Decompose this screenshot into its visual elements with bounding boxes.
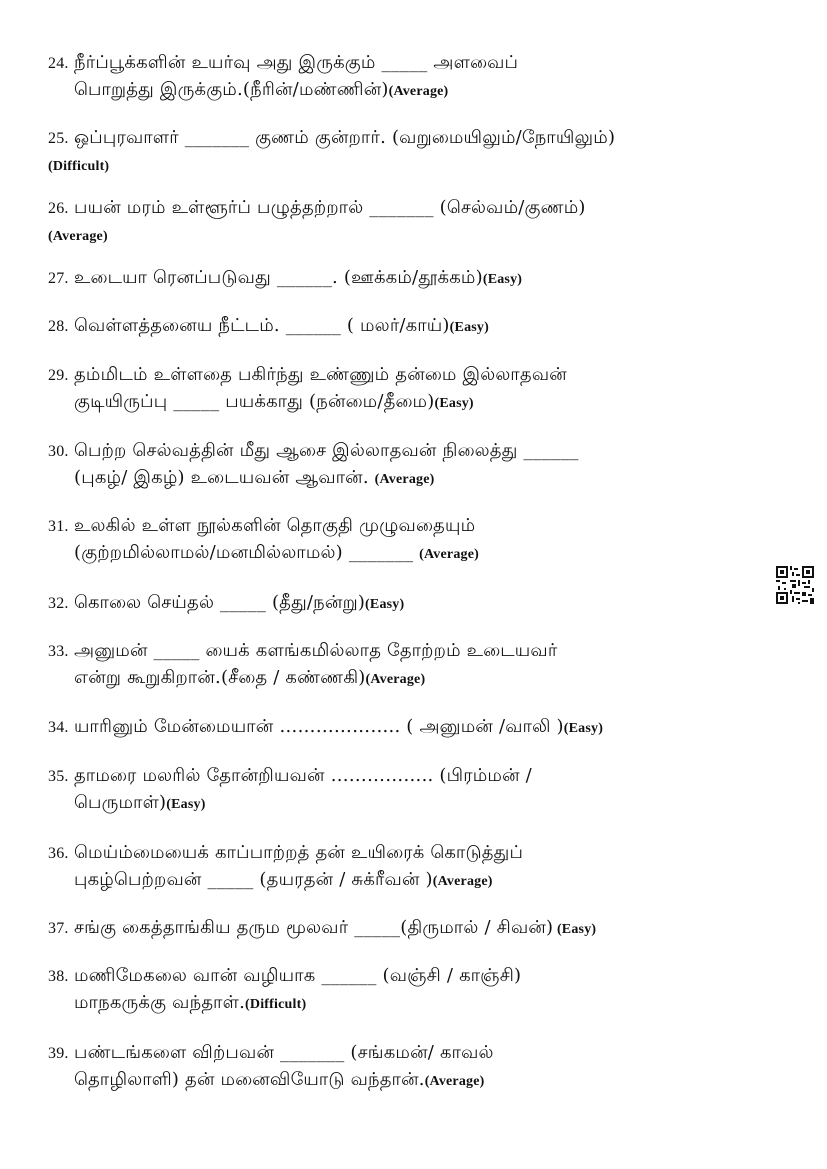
question-text: (குற்றமில்லாமல்/மனமில்லாமல்) _______ (74, 542, 414, 563)
question-text: (புகழ்/ இகழ்) உடையவன் ஆவான். (74, 467, 369, 488)
question-text: பெற்ற செல்வத்தின் மீது ஆசை இல்லாதவன் நிலைத்து ______ (74, 440, 579, 461)
question-25 (48, 125, 788, 180)
difficulty-label: (Average) (374, 472, 435, 487)
question-29 (48, 362, 788, 417)
difficulty-label: (Easy) (166, 797, 206, 812)
difficulty-label: (Easy) (553, 922, 597, 937)
qr-code-icon (776, 566, 814, 604)
question-37 (48, 915, 788, 943)
question-39 (48, 1040, 788, 1095)
question-text: பெருமாள்) (74, 792, 167, 813)
question-38 (48, 963, 788, 1018)
difficulty-label: (Easy) (563, 721, 604, 736)
question-36 (48, 840, 788, 895)
question-number: 26. (48, 200, 69, 217)
question-text: தொழிலாளி) தன் மனைவியோடு வந்தான். (74, 1069, 425, 1090)
question-27 (48, 265, 788, 293)
question-number: 24. (48, 55, 69, 72)
question-text: கொலை செய்தல் _____ (தீது/நன்று) (74, 592, 366, 613)
question-number: 32. (48, 595, 69, 612)
question-number: 37. (48, 920, 69, 937)
question-text: குடியிருப்பு _____ பயக்காது (நன்மை/தீமை) (74, 391, 435, 412)
question-35 (48, 763, 788, 818)
difficulty-label: (Easy) (365, 597, 405, 612)
question-number: 33. (48, 643, 69, 660)
question-33 (48, 638, 788, 693)
question-34 (48, 714, 788, 742)
question-32 (48, 590, 788, 618)
difficulty-label: (Easy) (449, 320, 489, 335)
question-text: அனுமன் _____ யைக் களங்கமில்லாத தோற்றம் உடையவர் (74, 640, 558, 661)
difficulty-label: (Easy) (434, 396, 474, 411)
difficulty-label: (Easy) (482, 272, 523, 287)
question-26 (48, 195, 788, 250)
question-number: 39. (48, 1045, 69, 1062)
question-28 (48, 313, 788, 341)
difficulty-label: (Average) (365, 672, 426, 687)
question-text: மெய்ம்மையைக் காப்பாற்றத் தன் உயிரைக் கொடுத்துப் (74, 842, 524, 863)
question-text: பொறுத்து இருக்கும்.(நீரின்/மண்ணின்) (74, 79, 389, 100)
question-24 (48, 50, 788, 105)
question-text: பயன் மரம் உள்ளூர்ப் பழுத்தற்றால் _______ (செல்வம்/குணம்) (74, 197, 586, 218)
difficulty-label: (Average) (419, 547, 479, 562)
difficulty-label: (Difficult) (48, 159, 110, 174)
question-number: 27. (48, 270, 69, 287)
difficulty-label: (Difficult) (245, 997, 307, 1012)
question-number: 25. (48, 130, 69, 147)
difficulty-label: (Average) (424, 1074, 485, 1089)
question-text: தம்மிடம் உள்ளதை பகிர்ந்து உண்ணும் தன்மை இல்லாதவன் (74, 364, 567, 385)
question-text: நீர்ப்பூக்களின் உயர்வு அது இருக்கும் _____ அளவைப் (74, 52, 519, 73)
question-number: 29. (48, 367, 69, 384)
difficulty-label: (Average) (48, 229, 108, 244)
question-text: பண்டங்களை விற்பவன் _______ (சங்கமன்/ காவல் (74, 1042, 494, 1063)
question-text: வெள்ளத்தனைய நீட்டம். ______ ( மலர்/காய்) (74, 315, 450, 336)
question-number: 35. (48, 768, 69, 785)
question-31 (48, 513, 788, 568)
question-30 (48, 438, 788, 493)
question-text: தாமரை மலரில் தோன்றியவன் …………….. (பிரம்மன் / (74, 765, 532, 786)
question-text: உலகில் உள்ள நூல்களின் தொகுதி முழுவதையும் (74, 515, 476, 536)
question-text: உடையா ரெனப்படுவது ______. (ஊக்கம்/தூக்கம்) (74, 267, 483, 288)
question-text: சங்கு கைத்தாங்கிய தரும மூலவர் _____(திருமால் / சிவன்) (74, 917, 554, 938)
difficulty-label: (Average) (388, 84, 449, 99)
question-text: மணிமேகலை வான் வழியாக ______ (வஞ்சி / காஞ்சி) (74, 965, 522, 986)
question-number: 31. (48, 518, 69, 535)
difficulty-label: (Average) (432, 874, 493, 889)
question-text: புகழ்பெற்றவன் _____ (தயரதன் / சுக்ரீவன் ) (74, 869, 433, 890)
question-number: 28. (48, 318, 69, 335)
question-text: மாநகருக்கு வந்தாள். (74, 992, 246, 1013)
question-text: என்று கூறுகிறான்.(சீதை / கண்ணகி) (74, 667, 366, 688)
question-text: யாரினும் மேன்மையான் ……………….. ( அனுமன் /வாலி ) (74, 716, 564, 737)
question-number: 36. (48, 845, 69, 862)
question-number: 30. (48, 443, 69, 460)
question-text: ஒப்புரவாளர் _______ குணம் குன்றார். (வறுமையிலும்/நோயிலும்) (74, 127, 616, 148)
question-number: 34. (48, 719, 69, 736)
question-number: 38. (48, 968, 69, 985)
